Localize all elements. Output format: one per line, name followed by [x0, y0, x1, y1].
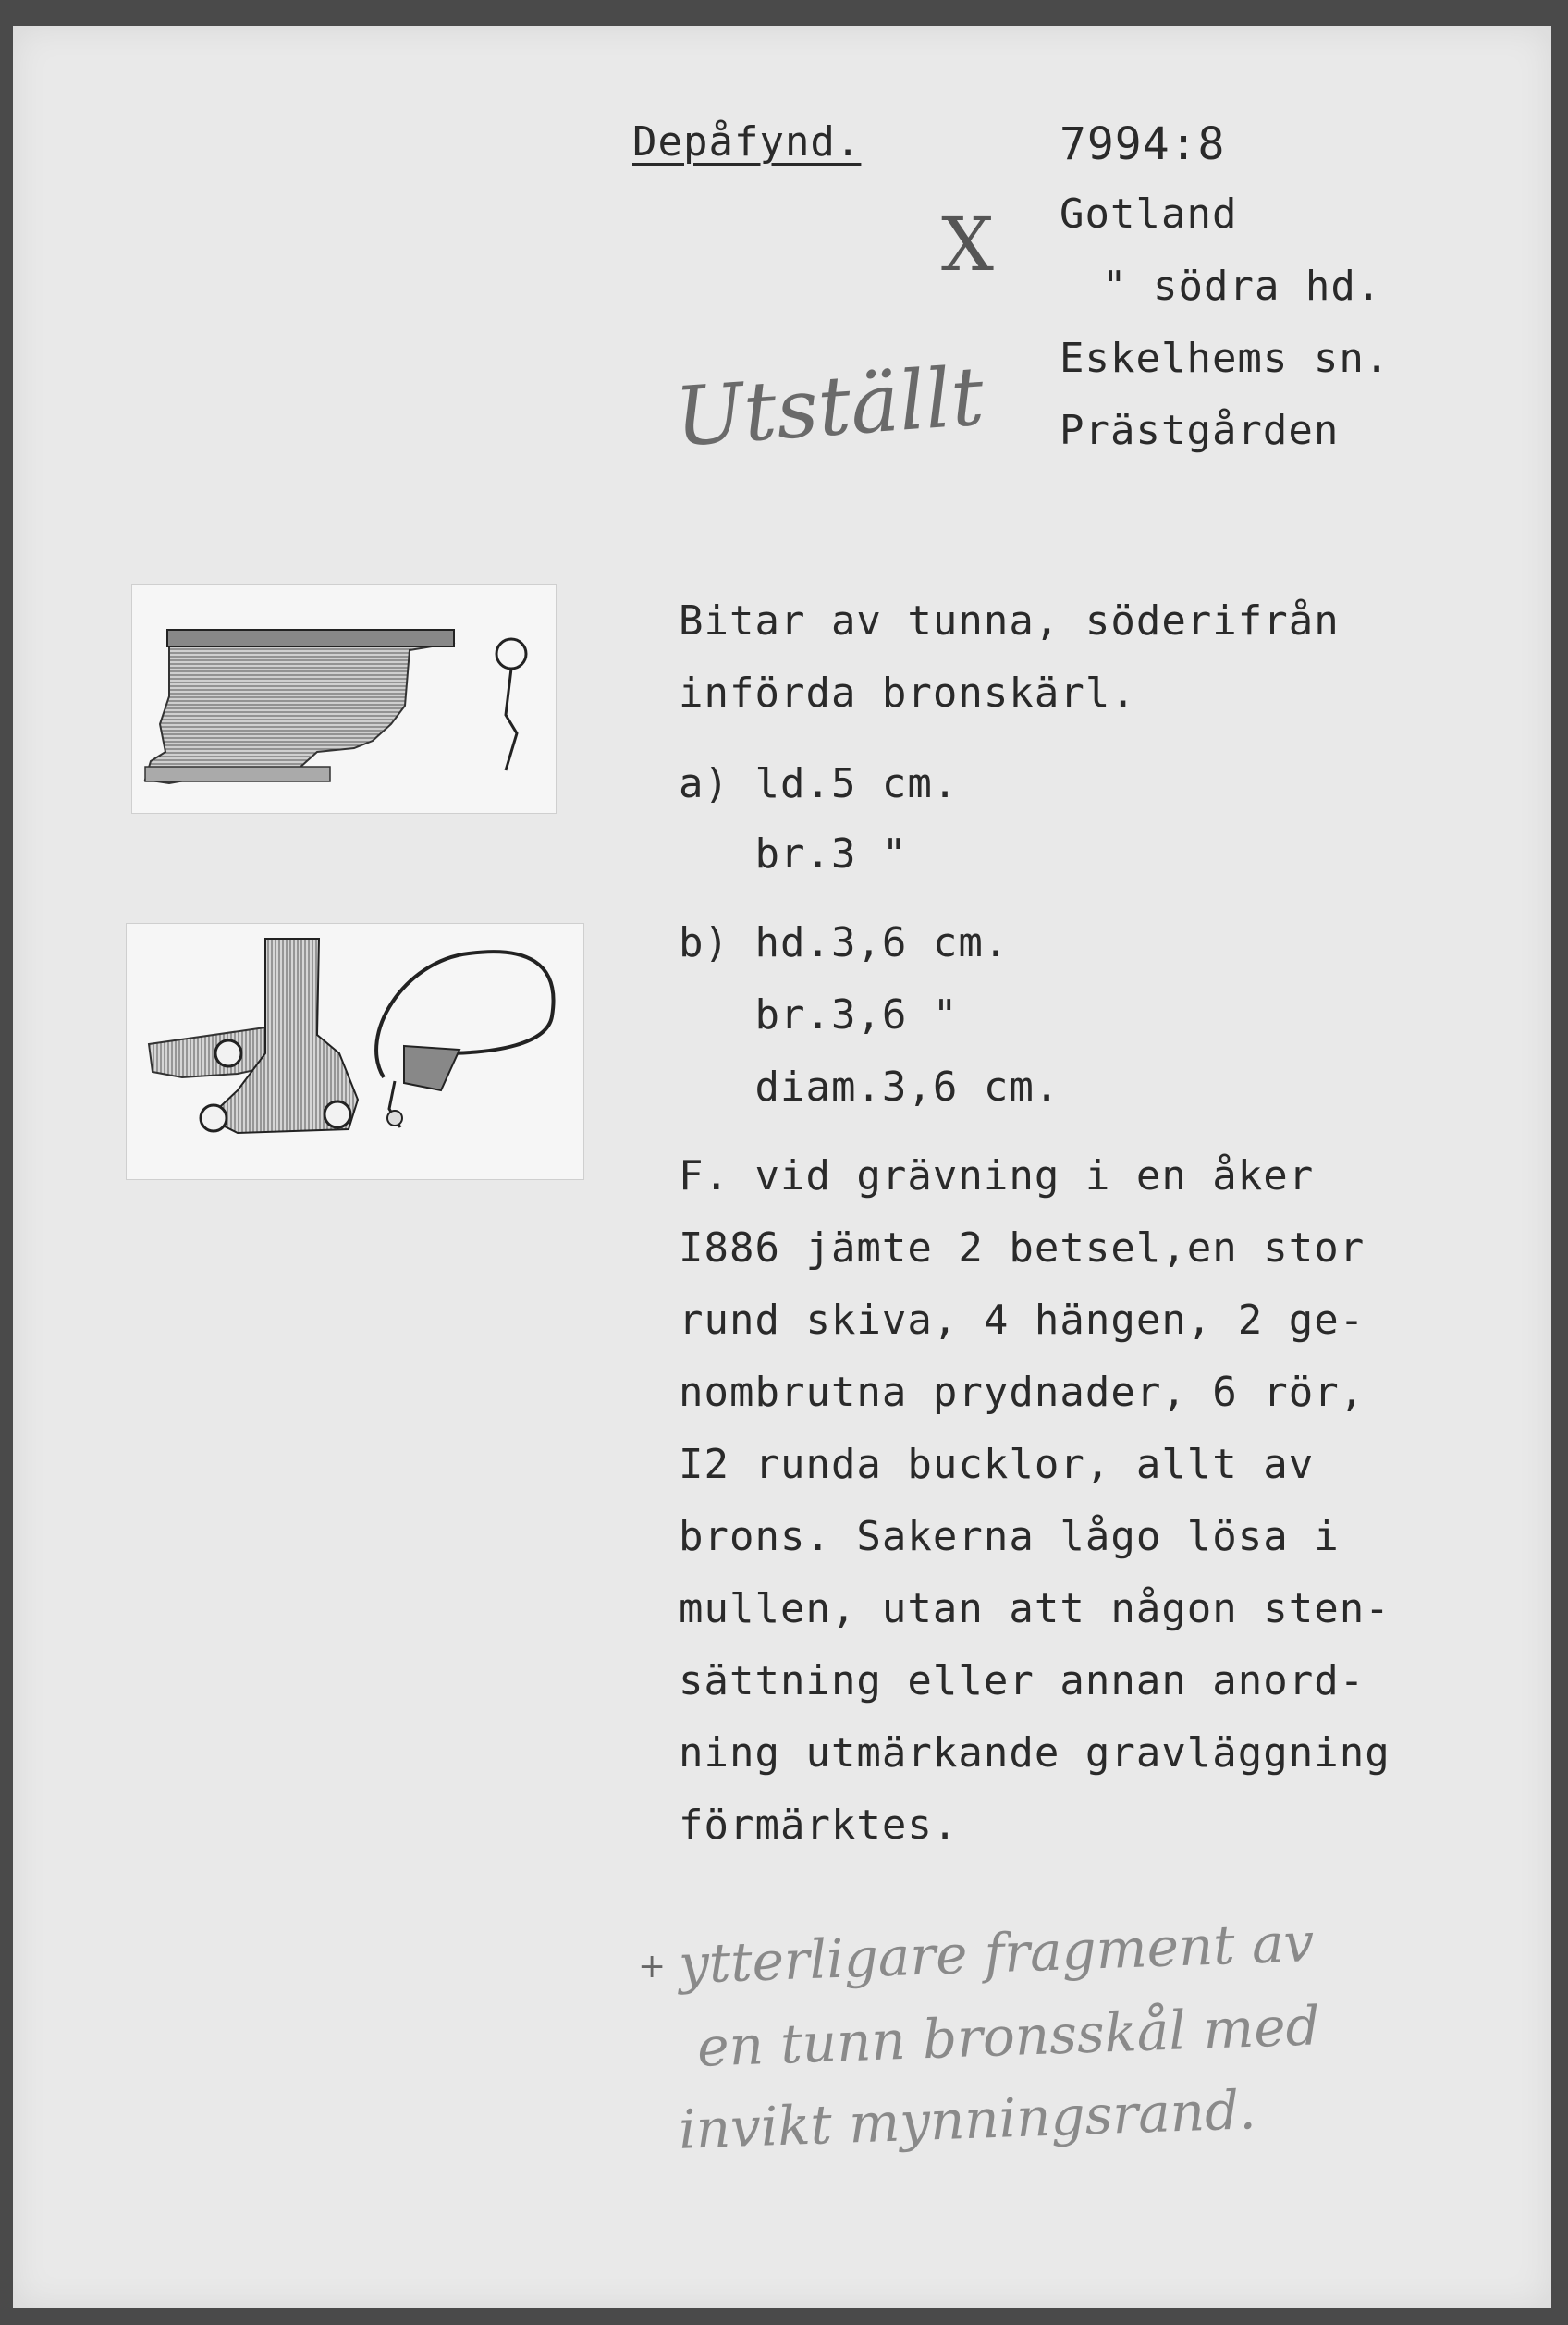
find-line-7: mullen, utan att någon sten- — [679, 1585, 1390, 1632]
card-title: Depåfynd. — [632, 118, 862, 166]
find-line-4: nombrutna prydnader, 6 rör, — [679, 1369, 1366, 1416]
location-line-4: Prästgården — [1060, 407, 1340, 454]
description-line-2: införda bronskärl. — [679, 670, 1136, 717]
find-line-8: sättning eller annan anord- — [679, 1657, 1366, 1704]
rim-fragment-drawing — [132, 585, 556, 813]
description-line-1: Bitar av tunna, söderifrån — [679, 597, 1340, 645]
location-line-3: Eskelhems sn. — [1060, 335, 1390, 382]
find-line-9: ning utmärkande gravläggning — [679, 1729, 1390, 1777]
catalog-card — [13, 26, 1551, 2308]
pencil-plus-mark: + — [638, 1948, 667, 1986]
measure-b-diameter: diam.3,6 cm. — [679, 1064, 1060, 1111]
location-line-1: Gotland — [1060, 191, 1238, 238]
handle-drawing — [127, 924, 583, 1179]
find-line-10: förmärktes. — [679, 1802, 959, 1849]
measure-b-height: b) hd.3,6 cm. — [679, 919, 1010, 966]
measure-a-length: a) ld.5 cm. — [679, 760, 959, 807]
measure-a-width: br.3 " — [679, 830, 908, 878]
pencil-note-line-3: invikt mynningsrand. — [678, 2078, 1257, 2161]
location-line-2: " södra hd. — [1102, 263, 1382, 310]
bronze-vessel-handle-illustration — [126, 923, 584, 1180]
find-line-1: F. vid grävning i en åker — [679, 1152, 1315, 1199]
find-line-5: I2 runda bucklor, allt av — [679, 1441, 1315, 1488]
find-line-6: brons. Sakerna lågo lösa i — [679, 1513, 1340, 1560]
catalog-number: 7994:8 — [1060, 118, 1226, 170]
cross-mark: X — [941, 202, 994, 288]
find-line-3: rund skiva, 4 hängen, 2 ge- — [679, 1297, 1366, 1344]
find-line-2: I886 jämte 2 betsel,en stor — [679, 1224, 1366, 1272]
pencil-note-line-1: ytterligare fragment av — [678, 1911, 1316, 1996]
pencil-note-line-2: en tunn bronsskål med — [696, 1994, 1321, 2079]
measure-b-width: br.3,6 " — [679, 991, 959, 1039]
bronze-rim-fragment-illustration — [131, 584, 557, 814]
handwritten-note: Utställt — [671, 348, 987, 465]
